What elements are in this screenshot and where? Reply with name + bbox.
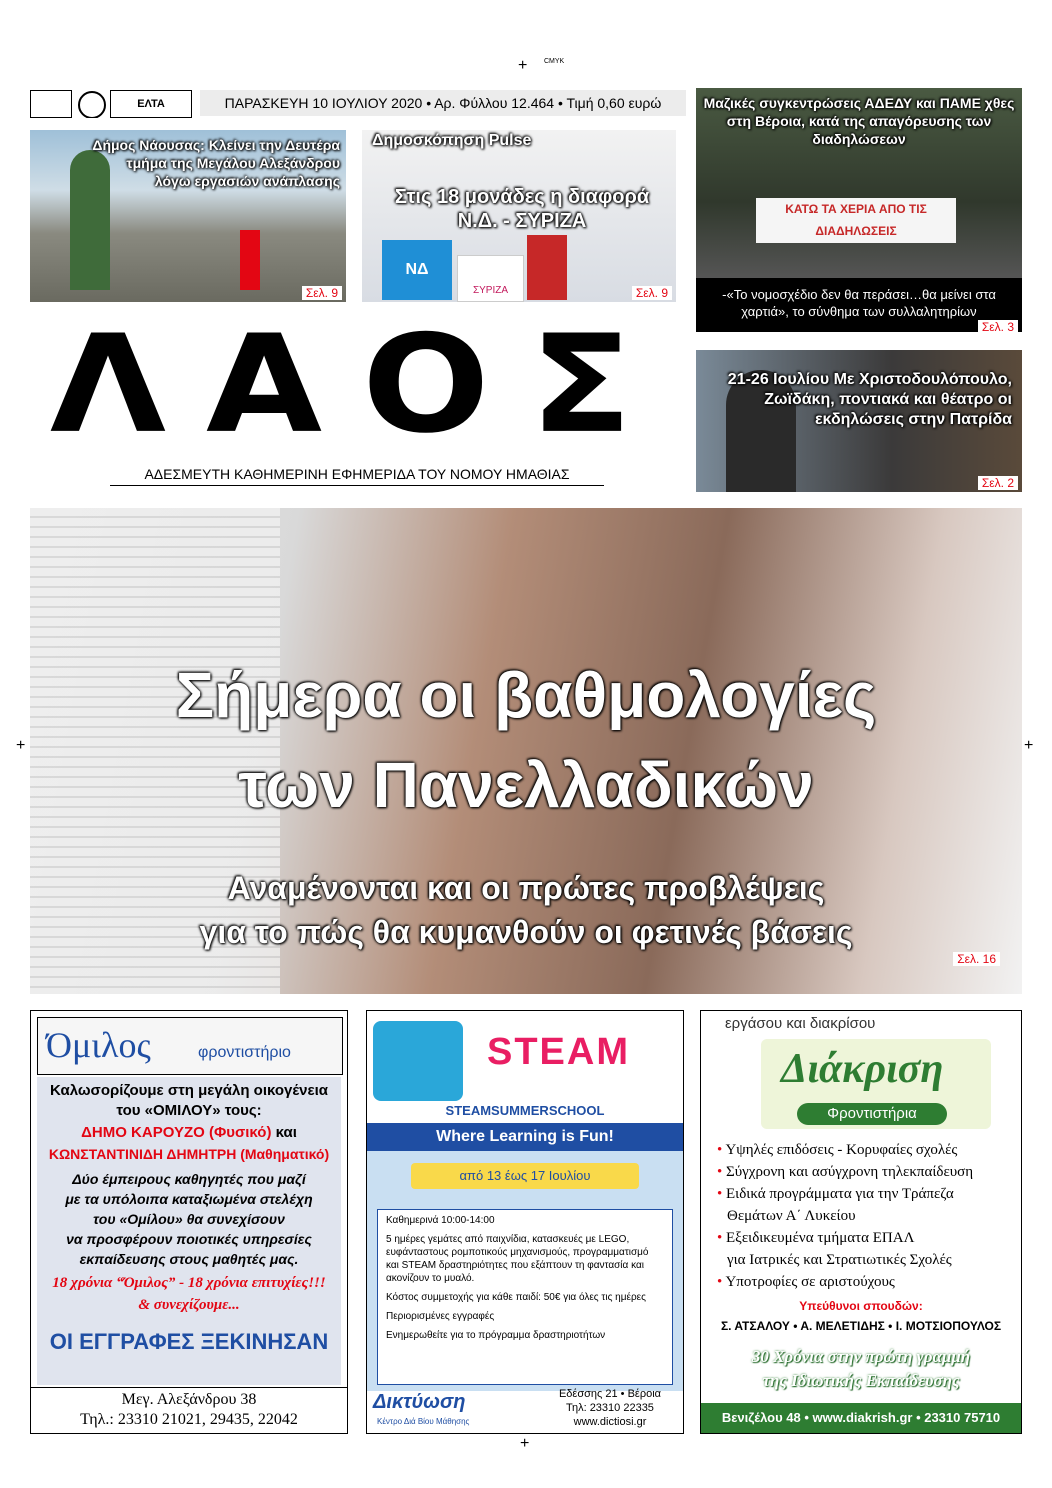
omilos-divider [31, 1387, 347, 1388]
diakrisi-list [717, 1139, 1017, 1293]
poll-headline-2: Ν.Δ. - ΣΥΡΙΖΑ [457, 210, 587, 232]
omilos-logo-sub: φροντιστήριο [198, 1044, 291, 1061]
steam-info: Ενημερωθείτε για το πρόγραμμα δραστηριοτήτων [386, 1330, 606, 1341]
patrida-headline: 21-26 Ιουλίου Με Χριστοδουλόπουλο, Ζωϊδάκη, ποντιακά και θέατρο οι εκδηλώσεις στην Πατρίδα [727, 371, 1012, 428]
diakrisi-item: • Υποτροφίες σε αριστούχους [717, 1274, 895, 1290]
main-headline-2: των Πανελλαδικών [238, 749, 814, 821]
omilos-header [37, 1017, 343, 1075]
bullet-icon: • [717, 1142, 723, 1158]
registration-mark-bottom: + [520, 1435, 530, 1452]
poll-headline-1: Στις 18 μονάδες η διαφορά [394, 186, 650, 208]
steam-dates: από 13 έως 17 Ιουλίου [411, 1163, 639, 1189]
steam-phone: Τηλ: 23310 22335 [566, 1402, 654, 1414]
diakrisi-years-1: 30 Χρόνια στην πρώτη γραμμή [751, 1347, 971, 1366]
diakrisi-item: για Ιατρικές και Στρατιωτικές Σχολές [727, 1252, 952, 1268]
main-sub-1: Αναμένονται και οι πρώτες προβλέψεις [227, 870, 825, 906]
omilos-logo: Όμιλος [46, 1025, 151, 1065]
omilos-person-1-wrap [37, 1123, 341, 1142]
omilos-body-3: του «Ομίλου» θα συνεχίσουν [93, 1211, 285, 1227]
omilos-welcome-1: Καλωσορίζουμε στη μεγάλη οικογένεια [50, 1082, 328, 1099]
story-poll[interactable] [362, 130, 676, 302]
main-page: Σελ. 16 [953, 952, 1000, 966]
steam-info-box [377, 1209, 673, 1385]
diakrisi-years-2: της Ιδιωτικής Εκπαίδευσης [762, 1371, 960, 1390]
naousa-page: Σελ. 9 [302, 286, 342, 300]
patrida-page: Σελ. 2 [978, 476, 1018, 490]
sign-shape [240, 230, 260, 290]
cmyk-label: CMYK [544, 58, 565, 65]
syriza-box: ΣΥΡΙΖΑ [457, 255, 524, 302]
diakrisi-footer: Βενιζέλου 48 • www.diakrish.gr • 23310 75710 [701, 1403, 1021, 1433]
diakrisi-logo-sub: Φροντιστήρια [797, 1103, 947, 1125]
protest-banner: ΚΑΤΩ ΤΑ ΧΕΡΙΑ ΑΠΟ ΤΙΣ ΔΙΑΔΗΛΩΣΕΙΣ [756, 198, 956, 243]
seal-icon [78, 91, 106, 118]
elta-logo: ΕΛΤΑ [110, 90, 192, 118]
adedy-caption: -«Το νομοσχέδιο δεν θα περάσει…θα μείνει στα χαρτιά», το σύνθημα των συλλαλητηρίων [722, 287, 996, 319]
steam-hours: Καθημερινά 10:00-14:00 [386, 1215, 495, 1226]
registration-mark-right: + [1024, 737, 1034, 754]
diakrisi-managers: Σ. ΑΤΣΑΛΟΥ • Α. ΜΕΛΕΤΙΔΗΣ • Ι. ΜΟΤΣΙΟΠΟΥΛΟΣ [720, 1319, 1002, 1333]
ad-diakrisi[interactable] [700, 1010, 1022, 1434]
steam-desc: 5 ημέρες γεμάτες από παιχνίδια, κατασκευές με LEGO, ευφάνταστους ρομποτικούς μηχανισμούς, προγραμματισμό και STEAM δραστηριότητες που εξάπτουν τη φαντασία και ακονίζουν το μυαλό. [386, 1234, 649, 1284]
steam-logo: STEAM [487, 1031, 630, 1073]
steam-cost: Κόστος συμμετοχής για κάθε παιδί: 50€ για όλες τις ημέρες [386, 1292, 646, 1303]
naousa-headline: Δήμος Νάουσας: Κλείνει την Δευτέρα τμήμα της Μεγάλου Αλεξάνδρου λόγω εργασιών ανάπλασης [92, 137, 340, 189]
bullet-icon: • [717, 1230, 723, 1246]
omilos-slogan-1: 18 χρόνια “Όμιλος” - 18 χρόνια επιτυχίες!!! [52, 1275, 326, 1291]
omilos-person-1: ΔΗΜΟ ΚΑΡΟΥΖΟ (Φυσικό) [81, 1124, 272, 1141]
diakrisi-item: • Εξειδικευμένα τμήματα ΕΠΑΛ [717, 1230, 915, 1246]
main-story[interactable] [30, 508, 1022, 994]
diakrisi-item: • Ειδικά προγράμματα για την Τράπεζα [717, 1186, 954, 1202]
diakrisi-logo: Διάκριση [781, 1046, 944, 1092]
steam-limited: Περιορισμένες εγγραφές [386, 1311, 495, 1322]
steam-slogan: Where Learning is Fun! [367, 1123, 683, 1151]
omilos-body-2: με τα υπόλοιπα καταξιωμένα στελέχη [65, 1191, 313, 1207]
diakrisi-item: • Σύγχρονη και ασύγχρονη τηλεκπαίδευση [717, 1164, 974, 1180]
omilos-body-1: Δύο έμπειρους καθηγητές που μαζί [72, 1171, 306, 1187]
omilos-slogan-2: & συνεχίζουμε... [138, 1297, 240, 1313]
red-bar-shape [527, 235, 567, 300]
nd-box: ΝΔ [382, 240, 452, 300]
story-patrida[interactable] [696, 350, 1022, 492]
issue-info: ΠΑΡΑΣΚΕΥΗ 10 ΙΟΥΛΙΟΥ 2020 • Αρ. Φύλλου 12.464 • Τιμή 0,60 ευρώ [200, 90, 686, 116]
ad-omilos[interactable] [30, 1010, 348, 1434]
main-sub-2: για το πώς θα κυμανθούν οι φετινές βάσεις [199, 914, 853, 950]
diakrisi-top: εργάσου και διακρίσου [725, 1015, 876, 1032]
steam-brand-sub: Κέντρο Διά Βίου Μάθησης [377, 1417, 470, 1426]
postage-stamp-icon [30, 90, 72, 118]
diakrisi-managers-label: Υπεύθυνοι σπουδών: [799, 1299, 923, 1313]
steam-web[interactable]: www.dictiosi.gr [573, 1416, 647, 1428]
bullet-icon: • [717, 1186, 723, 1202]
bullet-icon: • [717, 1274, 723, 1290]
steam-address: Εδέσσης 21 • Βέροια [558, 1388, 662, 1400]
omilos-phones: Τηλ.: 23310 21021, 29435, 22042 [80, 1411, 298, 1428]
poll-kicker-wrap [372, 132, 531, 150]
poll-kicker: Δημοσκόπηση Pulse [372, 132, 532, 149]
steam-contact [543, 1387, 677, 1429]
omilos-person-2: ΚΩΝΣΤΑΝΤΙΝΙΔΗ ΔΗΜΗΤΡΗ (Μαθηματικό) [48, 1146, 330, 1162]
issue-bar [30, 88, 686, 118]
adedy-page: Σελ. 3 [978, 320, 1018, 332]
registration-mark-top: + [518, 57, 528, 74]
adedy-headline: Μαζικές συγκεντρώσεις ΑΔΕΔΥ και ΠΑΜΕ χθες στη Βέροια, κατά της απαγόρευσης των διαδηλώσεων [703, 95, 1015, 147]
diakrisi-item: • Υψηλές επιδόσεις - Κορυφαίες σχολές [717, 1142, 958, 1158]
bullet-icon: • [717, 1164, 723, 1180]
omilos-body-4: να προσφέρουν ποιοτικές υπηρεσίες [66, 1231, 312, 1247]
masthead-tagline: ΑΔΕΣΜΕΥΤΗ ΚΑΘΗΜΕΡΙΝΗ ΕΦΗΜΕΡΙΔΑ ΤΟΥ ΝΟΜΟΥ ΗΜΑΘΙΑΣ [110, 466, 604, 486]
steam-brand: Δικτύωση [373, 1391, 466, 1413]
omilos-and: και [275, 1124, 297, 1141]
robot-icon [373, 1021, 463, 1101]
registration-mark-left: + [16, 737, 26, 754]
omilos-welcome-2: του «ΟΜΙΛΟΥ» τους: [116, 1102, 262, 1119]
masthead-title: ΛΑΟΣ [49, 306, 673, 464]
main-headline-1: Σήμερα οι βαθμολογίες [175, 659, 877, 731]
ad-steam[interactable] [366, 1010, 684, 1434]
story-adedy[interactable] [696, 88, 1022, 332]
story-naousa[interactable] [30, 130, 346, 302]
omilos-body-5: εκπαίδευσης στους μαθητές μας. [79, 1251, 299, 1267]
poll-page: Σελ. 9 [632, 286, 672, 300]
omilos-enroll: ΟΙ ΕΓΓΡΑΦΕΣ ΞΕΚΙΝΗΣΑΝ [49, 1329, 329, 1354]
steam-school: STEAMSUMMERSCHOOL [445, 1103, 605, 1118]
diakrisi-item: Θεμάτων Α΄ Λυκείου [727, 1208, 856, 1224]
omilos-address: Μεγ. Αλεξάνδρου 38 [121, 1391, 257, 1408]
